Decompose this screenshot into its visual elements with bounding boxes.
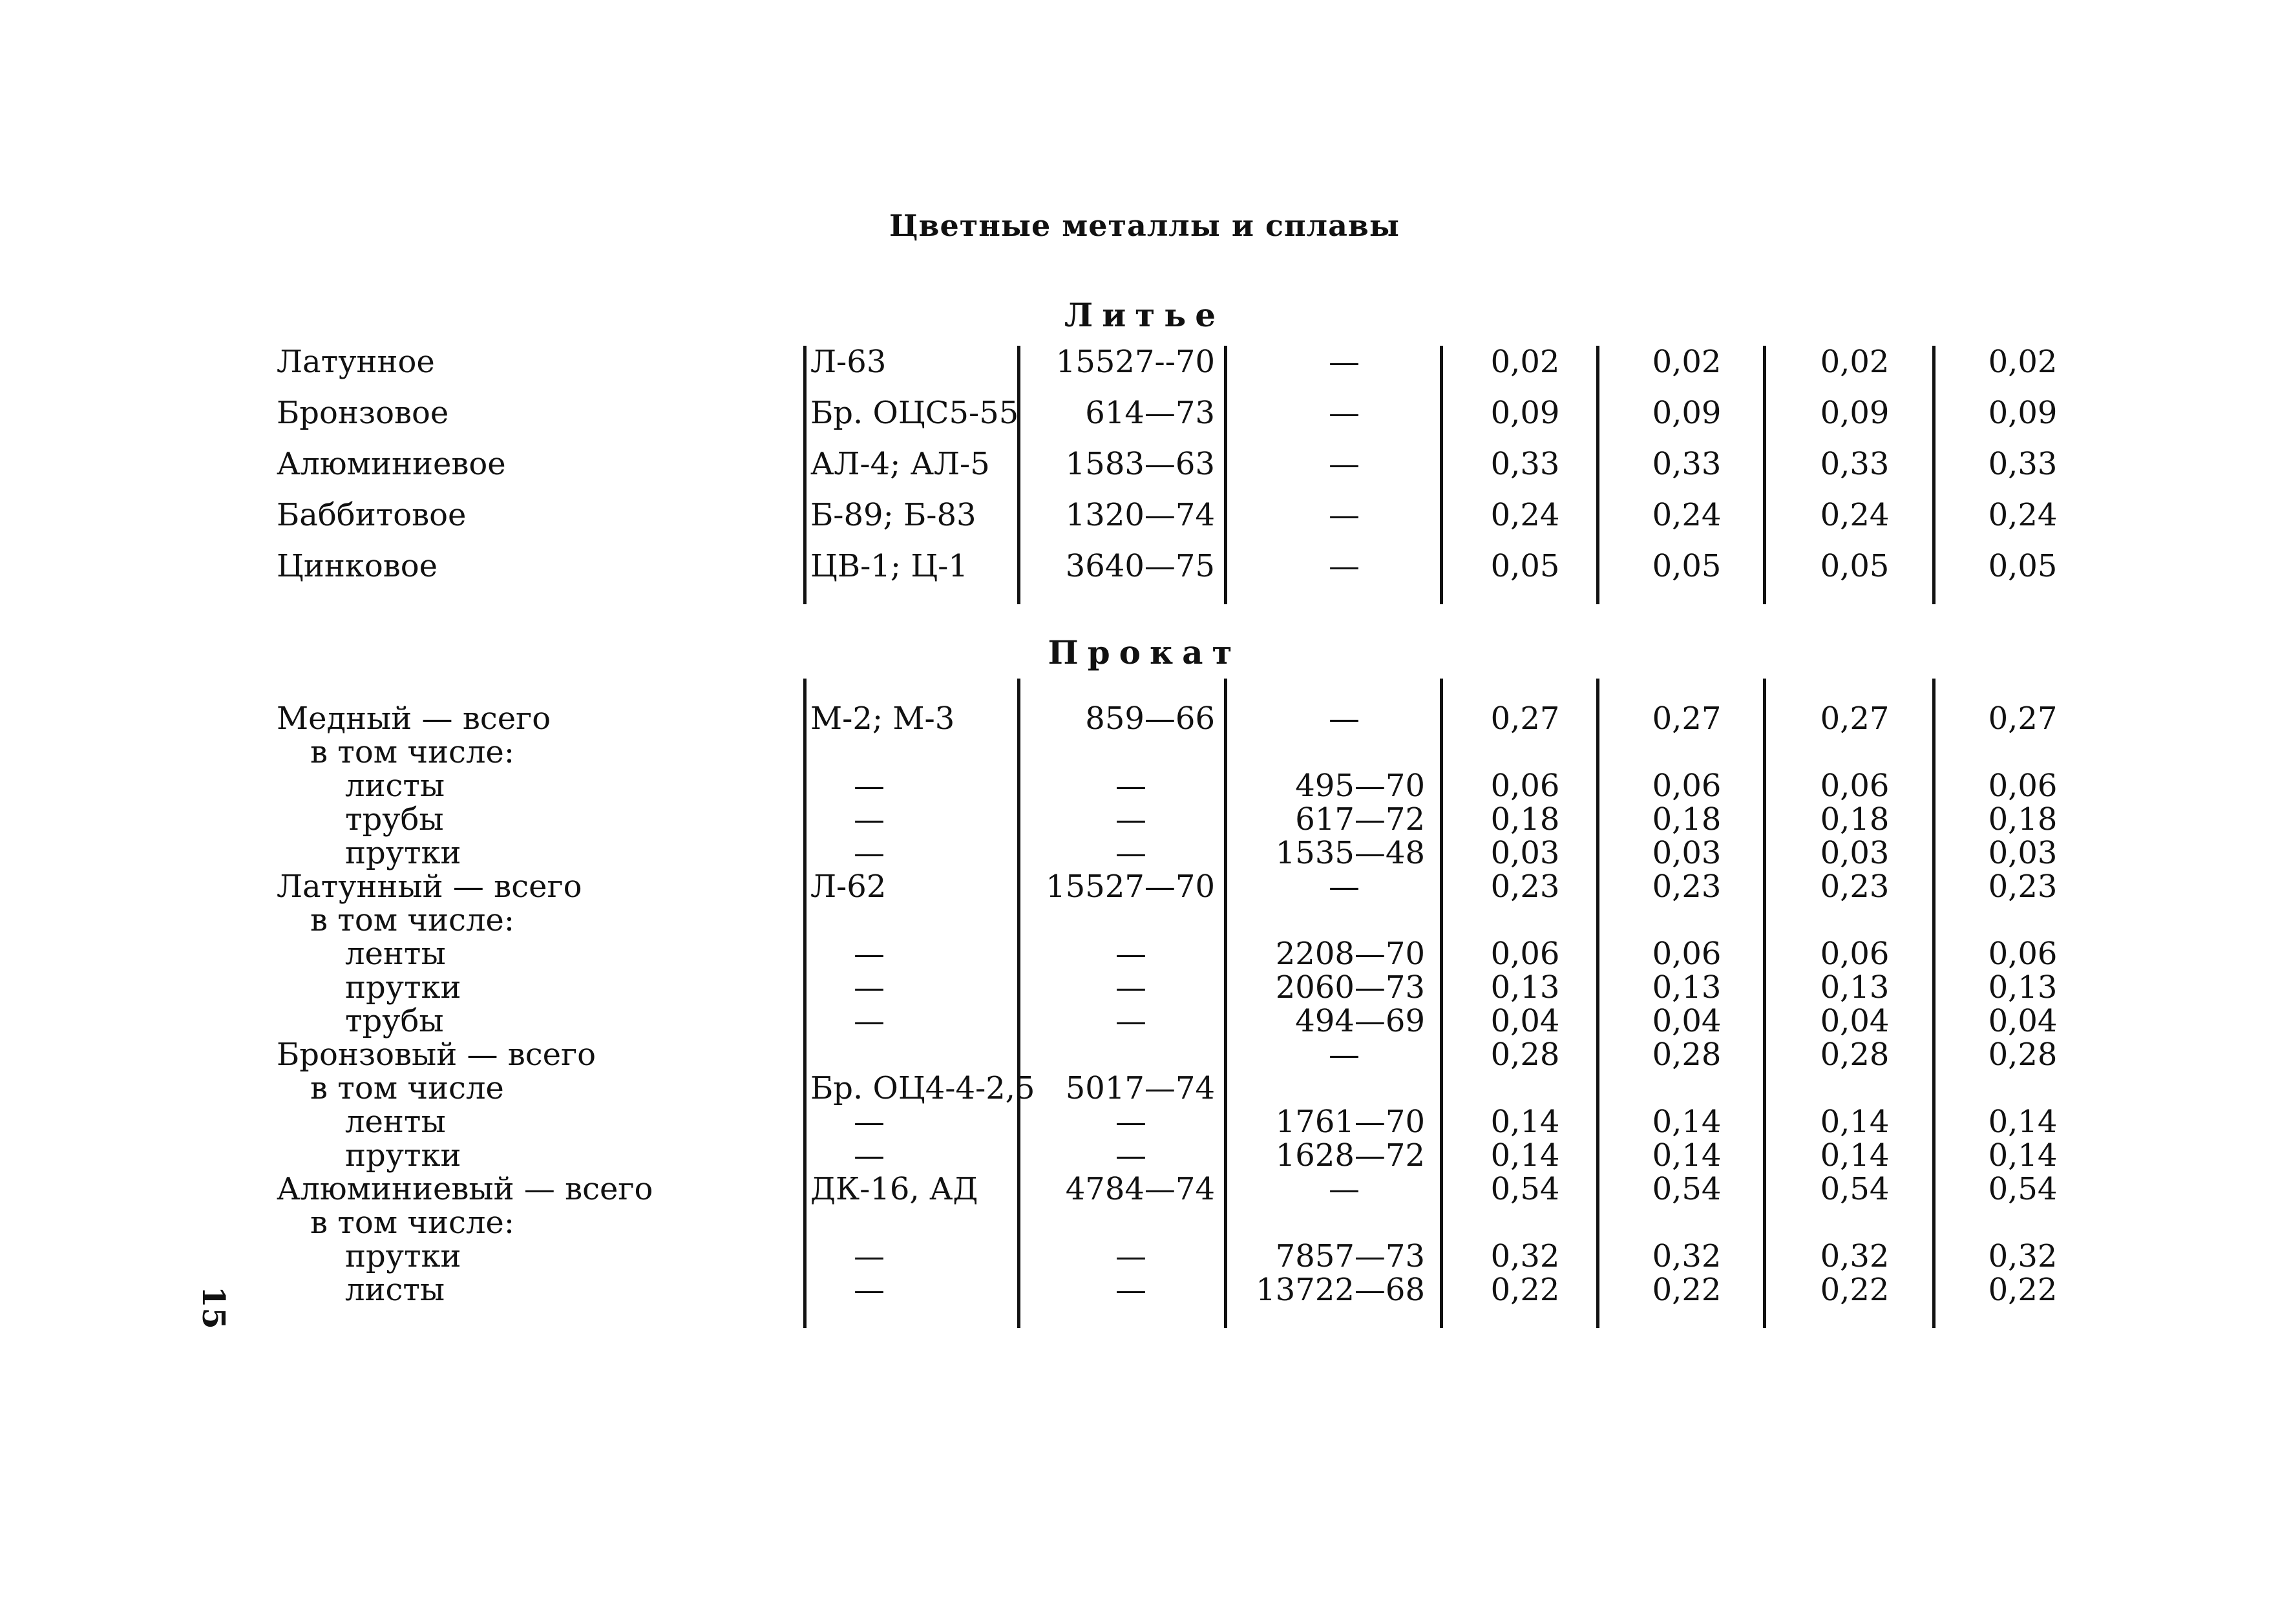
value-4: 0,33: [1988, 446, 2058, 482]
table-row: [0, 396, 2289, 430]
value-1: 0,23: [1490, 869, 1560, 905]
table-row: [0, 870, 2289, 903]
gost-alloy: 5017—74: [1065, 1070, 1215, 1106]
table-row: [0, 702, 2289, 735]
value-2: 0,14: [1652, 1137, 1722, 1174]
value-2: 0,32: [1652, 1238, 1722, 1274]
value-4: 0,23: [1988, 869, 2058, 905]
table-row: [0, 1139, 2289, 1172]
value-2: 0,23: [1652, 869, 1722, 905]
value-1: 0,28: [1490, 1037, 1560, 1073]
table-row: [0, 498, 2289, 532]
table-row: [0, 836, 2289, 870]
gost-product: 494—69: [1295, 1003, 1425, 1039]
value-3: 0,06: [1820, 936, 1890, 972]
value-4: 0,14: [1988, 1137, 2058, 1174]
value-2: 0,27: [1652, 701, 1722, 737]
value-3: 0,14: [1820, 1137, 1890, 1174]
value-4: 0,02: [1988, 344, 2058, 380]
value-4: 0,22: [1988, 1272, 2058, 1308]
value-1: 0,06: [1490, 768, 1560, 804]
gost-alloy: 15527—70: [1046, 869, 1215, 905]
value-2: 0,14: [1652, 1104, 1722, 1140]
alloy-grade: —: [854, 1104, 885, 1140]
gost-alloy: 1320—74: [1065, 497, 1215, 533]
value-1: 0,54: [1490, 1171, 1560, 1207]
gost-product: 2208—70: [1275, 936, 1425, 972]
material-name: Латунное: [277, 344, 435, 380]
gost-alloy: —: [1115, 768, 1146, 804]
material-name: ленты: [345, 1104, 446, 1140]
material-name: Медный — всего: [277, 701, 551, 737]
material-name: Бронзовое: [277, 395, 449, 431]
value-4: 0,05: [1988, 548, 2058, 584]
table-row: [0, 1004, 2289, 1038]
value-3: 0,13: [1820, 969, 1890, 1006]
subtotal-label: в том числе:: [310, 1205, 515, 1241]
table-row: [0, 803, 2289, 836]
value-1: 0,22: [1490, 1272, 1560, 1308]
value-4: 0,03: [1988, 835, 2058, 871]
value-1: 0,02: [1490, 344, 1560, 380]
value-4: 0,06: [1988, 768, 2058, 804]
gost-product: —: [1329, 395, 1360, 431]
gost-alloy: —: [1115, 1003, 1146, 1039]
value-4: 0,14: [1988, 1104, 2058, 1140]
value-1: 0,27: [1490, 701, 1560, 737]
gost-alloy: —: [1115, 936, 1146, 972]
gost-alloy: 1583—63: [1065, 446, 1215, 482]
gost-alloy: —: [1115, 1104, 1146, 1140]
value-3: 0,09: [1820, 395, 1890, 431]
table-row: [0, 1038, 2289, 1071]
alloy-grade: АЛ-4; АЛ-5: [810, 446, 990, 482]
value-4: 0,04: [1988, 1003, 2058, 1039]
value-3: 0,27: [1820, 701, 1890, 737]
gost-product: 1628—72: [1275, 1137, 1425, 1174]
material-name: Бронзовый — всего: [277, 1037, 596, 1073]
material-name: листы: [345, 768, 445, 804]
value-3: 0,03: [1820, 835, 1890, 871]
table-row: [0, 769, 2289, 803]
alloy-grade: —: [854, 835, 885, 871]
value-2: 0,02: [1652, 344, 1722, 380]
value-2: 0,09: [1652, 395, 1722, 431]
gost-product: 2060—73: [1275, 969, 1425, 1006]
gost-alloy: 859—66: [1085, 701, 1215, 737]
gost-product: 1535—48: [1275, 835, 1425, 871]
section-heading-casting: Литье: [1064, 296, 1225, 334]
alloy-grade: Л-62: [810, 869, 887, 905]
value-3: 0,02: [1820, 344, 1890, 380]
value-4: 0,32: [1988, 1238, 2058, 1274]
gost-product: —: [1329, 1037, 1360, 1073]
material-name: прутки: [345, 1137, 461, 1174]
value-4: 0,54: [1988, 1171, 2058, 1207]
gost-alloy: 614—73: [1085, 395, 1215, 431]
table-row: [0, 1105, 2289, 1139]
page-number: 15: [195, 1286, 231, 1329]
value-2: 0,13: [1652, 969, 1722, 1006]
material-name: Баббитовое: [277, 497, 467, 533]
value-3: 0,14: [1820, 1104, 1890, 1140]
subtotal-label: в том числе:: [310, 902, 515, 938]
value-4: 0,06: [1988, 936, 2058, 972]
material-name: трубы: [345, 1003, 444, 1039]
value-2: 0,03: [1652, 835, 1722, 871]
gost-alloy: —: [1115, 801, 1146, 838]
alloy-grade: —: [854, 1003, 885, 1039]
gost-product: —: [1329, 1171, 1360, 1207]
value-1: 0,05: [1490, 548, 1560, 584]
value-1: 0,14: [1490, 1137, 1560, 1174]
alloy-grade: —: [854, 801, 885, 838]
value-3: 0,05: [1820, 548, 1890, 584]
gost-alloy: 15527--70: [1055, 344, 1215, 380]
value-3: 0,22: [1820, 1272, 1890, 1308]
value-2: 0,06: [1652, 936, 1722, 972]
alloy-grade: Бр. ОЦ4-4-2,5: [810, 1070, 1035, 1106]
material-name: прутки: [345, 969, 461, 1006]
material-name: прутки: [345, 835, 461, 871]
table-row: [0, 1239, 2289, 1273]
gost-product: —: [1329, 869, 1360, 905]
gost-product: 1761—70: [1275, 1104, 1425, 1140]
value-2: 0,05: [1652, 548, 1722, 584]
page-title: Цветные металлы и сплавы: [889, 208, 1400, 243]
material-name: прутки: [345, 1238, 461, 1274]
gost-product: 7857—73: [1275, 1238, 1425, 1274]
material-name: листы: [345, 1272, 445, 1308]
value-4: 0,18: [1988, 801, 2058, 838]
alloy-grade: —: [854, 969, 885, 1006]
table-row: [0, 735, 2289, 769]
gost-product: —: [1329, 344, 1360, 380]
value-4: 0,27: [1988, 701, 2058, 737]
value-1: 0,18: [1490, 801, 1560, 838]
value-2: 0,24: [1652, 497, 1722, 533]
value-3: 0,06: [1820, 768, 1890, 804]
value-1: 0,13: [1490, 969, 1560, 1006]
table-row: [0, 1206, 2289, 1239]
value-1: 0,24: [1490, 497, 1560, 533]
alloy-grade: Б-89; Б-83: [810, 497, 976, 533]
value-4: 0,13: [1988, 969, 2058, 1006]
alloy-grade: М-2; М-3: [810, 701, 955, 737]
material-name: ленты: [345, 936, 446, 972]
value-4: 0,09: [1988, 395, 2058, 431]
gost-product: —: [1329, 497, 1360, 533]
material-name: Алюминиевый — всего: [277, 1171, 653, 1207]
material-name: Цинковое: [277, 548, 438, 584]
alloy-grade: ЦВ-1; Ц-1: [810, 548, 968, 584]
material-name: Латунный — всего: [277, 869, 582, 905]
alloy-grade: Бр. ОЦС5-55: [810, 395, 1019, 431]
table-row: [0, 903, 2289, 937]
gost-product: 617—72: [1295, 801, 1425, 838]
value-2: 0,54: [1652, 1171, 1722, 1207]
table-row: [0, 937, 2289, 971]
value-1: 0,09: [1490, 395, 1560, 431]
value-2: 0,33: [1652, 446, 1722, 482]
gost-product: 495—70: [1295, 768, 1425, 804]
table-row: [0, 971, 2289, 1004]
value-3: 0,23: [1820, 869, 1890, 905]
gost-alloy: —: [1115, 1137, 1146, 1174]
value-3: 0,54: [1820, 1171, 1890, 1207]
value-4: 0,28: [1988, 1037, 2058, 1073]
gost-alloy: 3640—75: [1065, 548, 1215, 584]
table-row: [0, 1172, 2289, 1206]
value-1: 0,03: [1490, 835, 1560, 871]
value-3: 0,04: [1820, 1003, 1890, 1039]
alloy-grade: —: [854, 1137, 885, 1174]
table-row: [0, 549, 2289, 583]
section-heading-rolled: Прокат: [1048, 633, 1241, 671]
value-2: 0,04: [1652, 1003, 1722, 1039]
value-2: 0,06: [1652, 768, 1722, 804]
table-row: [0, 447, 2289, 481]
alloy-grade: —: [854, 768, 885, 804]
alloy-grade: —: [854, 936, 885, 972]
gost-alloy: —: [1115, 1272, 1146, 1308]
value-3: 0,18: [1820, 801, 1890, 838]
gost-product: —: [1329, 548, 1360, 584]
value-3: 0,33: [1820, 446, 1890, 482]
gost-product: —: [1329, 446, 1360, 482]
value-2: 0,22: [1652, 1272, 1722, 1308]
material-name: трубы: [345, 801, 444, 838]
alloy-grade: ДК-16, АД: [810, 1171, 978, 1207]
gost-alloy: —: [1115, 969, 1146, 1006]
gost-alloy: —: [1115, 1238, 1146, 1274]
table-row: [0, 345, 2289, 379]
value-1: 0,04: [1490, 1003, 1560, 1039]
value-3: 0,32: [1820, 1238, 1890, 1274]
value-1: 0,32: [1490, 1238, 1560, 1274]
alloy-grade: —: [854, 1272, 885, 1308]
subtotal-label: в том числе:: [310, 734, 515, 770]
material-name: Алюминиевое: [277, 446, 506, 482]
value-2: 0,28: [1652, 1037, 1722, 1073]
value-1: 0,06: [1490, 936, 1560, 972]
table-row: [0, 1273, 2289, 1307]
subtotal-label: в том числе: [310, 1070, 504, 1106]
alloy-grade: —: [854, 1238, 885, 1274]
value-4: 0,24: [1988, 497, 2058, 533]
gost-product: —: [1329, 701, 1360, 737]
table-row: [0, 1071, 2289, 1105]
value-1: 0,14: [1490, 1104, 1560, 1140]
gost-alloy: 4784—74: [1065, 1171, 1215, 1207]
value-3: 0,28: [1820, 1037, 1890, 1073]
alloy-grade: Л-63: [810, 344, 887, 380]
gost-product: 13722—68: [1256, 1272, 1425, 1308]
value-1: 0,33: [1490, 446, 1560, 482]
value-2: 0,18: [1652, 801, 1722, 838]
gost-alloy: —: [1115, 835, 1146, 871]
value-3: 0,24: [1820, 497, 1890, 533]
